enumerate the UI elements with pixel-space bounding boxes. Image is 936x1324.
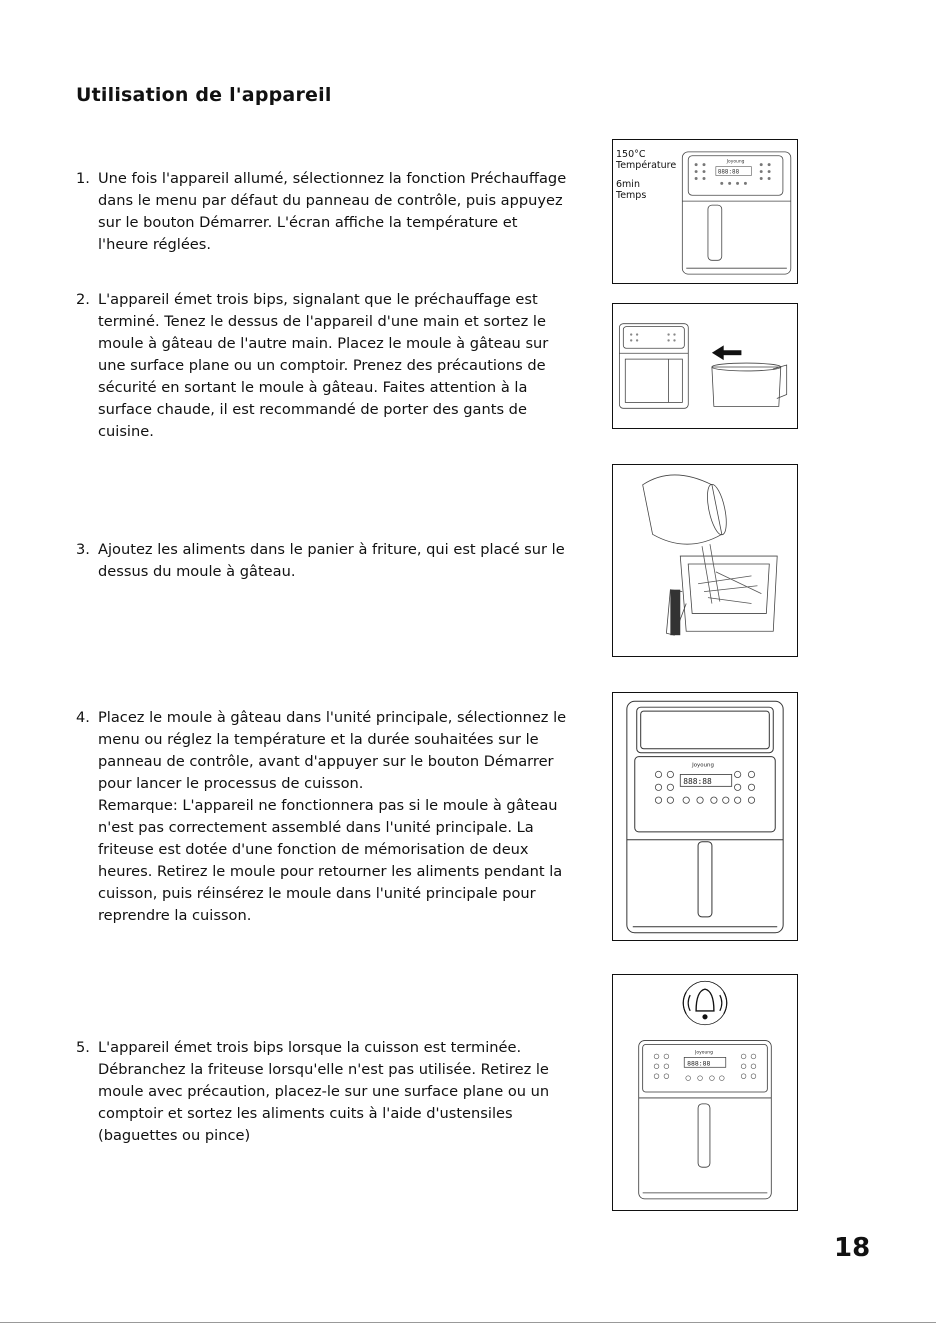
basket-drawing (613, 465, 797, 656)
step-number: 2. (76, 291, 90, 308)
step-line: une surface plane ou un comptoir. Prenez des précautions de (98, 357, 546, 374)
step-line: moule avec précaution, placez-le sur une surface plane ou un (98, 1083, 550, 1100)
step-line: moule à gâteau de l'autre main. Placez le moule à gâteau sur (98, 335, 549, 352)
step-line: cuisson, puis réinsérez le moule dans l'unité principale pour (98, 885, 536, 902)
figure-preheat (612, 139, 798, 284)
step-line: surface chaude, il est recommandé de porter des gants de (98, 401, 527, 418)
display-readout: 888:88 (717, 169, 740, 176)
step-line: n'est pas correctement assemblé dans l'unité principale. La (98, 819, 534, 836)
temp-value: 150°C (616, 149, 646, 160)
figure-cooking-done (612, 974, 798, 1211)
step-line: dans le menu par défaut du panneau de contrôle, puis appuyez (98, 192, 563, 209)
step-number: 5. (76, 1039, 90, 1056)
step-line: (baguettes ou pince) (98, 1127, 251, 1144)
time-label: Temps (616, 190, 647, 201)
step-line: menu ou réglez la température et la durée souhaitées sur le (98, 731, 539, 748)
step-line: cuisine. (98, 423, 154, 440)
step-number: 1. (76, 170, 90, 187)
step-line: L'appareil émet trois bips, signalant que le préchauffage est (98, 291, 538, 308)
page-number: 18 (834, 1233, 871, 1263)
step-5 (76, 1037, 596, 1147)
air-fryer-drawing (613, 304, 797, 428)
step-line: dessus du moule à gâteau. (98, 563, 296, 580)
brand-label: Joyoung (726, 159, 745, 165)
temp-label: Température (616, 160, 677, 171)
step-line: sur le bouton Démarrer. L'écran affiche la température et (98, 214, 518, 231)
figure-add-food (612, 464, 798, 657)
figure-air-fryer-front (612, 692, 798, 941)
step-line: comptoir et sortez les aliments cuits à l'aide d'ustensiles (98, 1105, 513, 1122)
time-value: 6min (616, 179, 640, 190)
display-readout: 888:88 (683, 776, 712, 786)
bell-icon (683, 981, 727, 1025)
step-line: Placez le moule à gâteau dans l'unité principale, sélectionnez le (98, 709, 567, 726)
step-line: l'heure réglées. (98, 236, 212, 253)
step-line: pour lancer le processus de cuisson. (98, 775, 364, 792)
air-fryer-drawing (613, 975, 797, 1210)
step-line: reprendre la cuisson. (98, 907, 252, 924)
page-title: Utilisation de l'appareil (76, 84, 332, 106)
step-line: Débranchez la friteuse lorsqu'elle n'est pas utilisée. Retirez le (98, 1061, 549, 1078)
step-number: 3. (76, 541, 90, 558)
brand-label: Joyoung (692, 762, 714, 769)
step-line: Une fois l'appareil allumé, sélectionnez la fonction Préchauffage (98, 170, 567, 187)
step-line: panneau de contrôle, avant d'appuyer sur le bouton Démarrer (98, 753, 554, 770)
step-2 (76, 289, 596, 443)
step-line: sécurité en sortant le moule à gâteau. Faites attention à la (98, 379, 528, 396)
figure-remove-mold (612, 303, 798, 429)
step-1 (76, 168, 596, 256)
step-line: friteuse est dotée d'une fonction de mémorisation de deux (98, 841, 529, 858)
step-line: terminé. Tenez le dessus de l'appareil d'une main et sortez le (98, 313, 546, 330)
arrow-left-icon (712, 345, 742, 360)
step-line: L'appareil émet trois bips lorsque la cuisson est terminée. (98, 1039, 522, 1056)
step-line: Ajoutez les aliments dans le panier à friture, qui est placé sur le (98, 541, 565, 558)
step-4 (76, 707, 596, 927)
step-line: heures. Retirez le moule pour retourner les aliments pendant la (98, 863, 563, 880)
air-fryer-drawing (613, 693, 797, 940)
display-readout: 888:88 (687, 1059, 711, 1068)
step-3 (76, 539, 596, 583)
step-number: 4. (76, 709, 90, 726)
step-line: Remarque: L'appareil ne fonctionnera pas si le moule à gâteau (98, 797, 558, 814)
brand-label: Joyoung (695, 1050, 713, 1056)
bottom-divider (0, 1322, 936, 1323)
